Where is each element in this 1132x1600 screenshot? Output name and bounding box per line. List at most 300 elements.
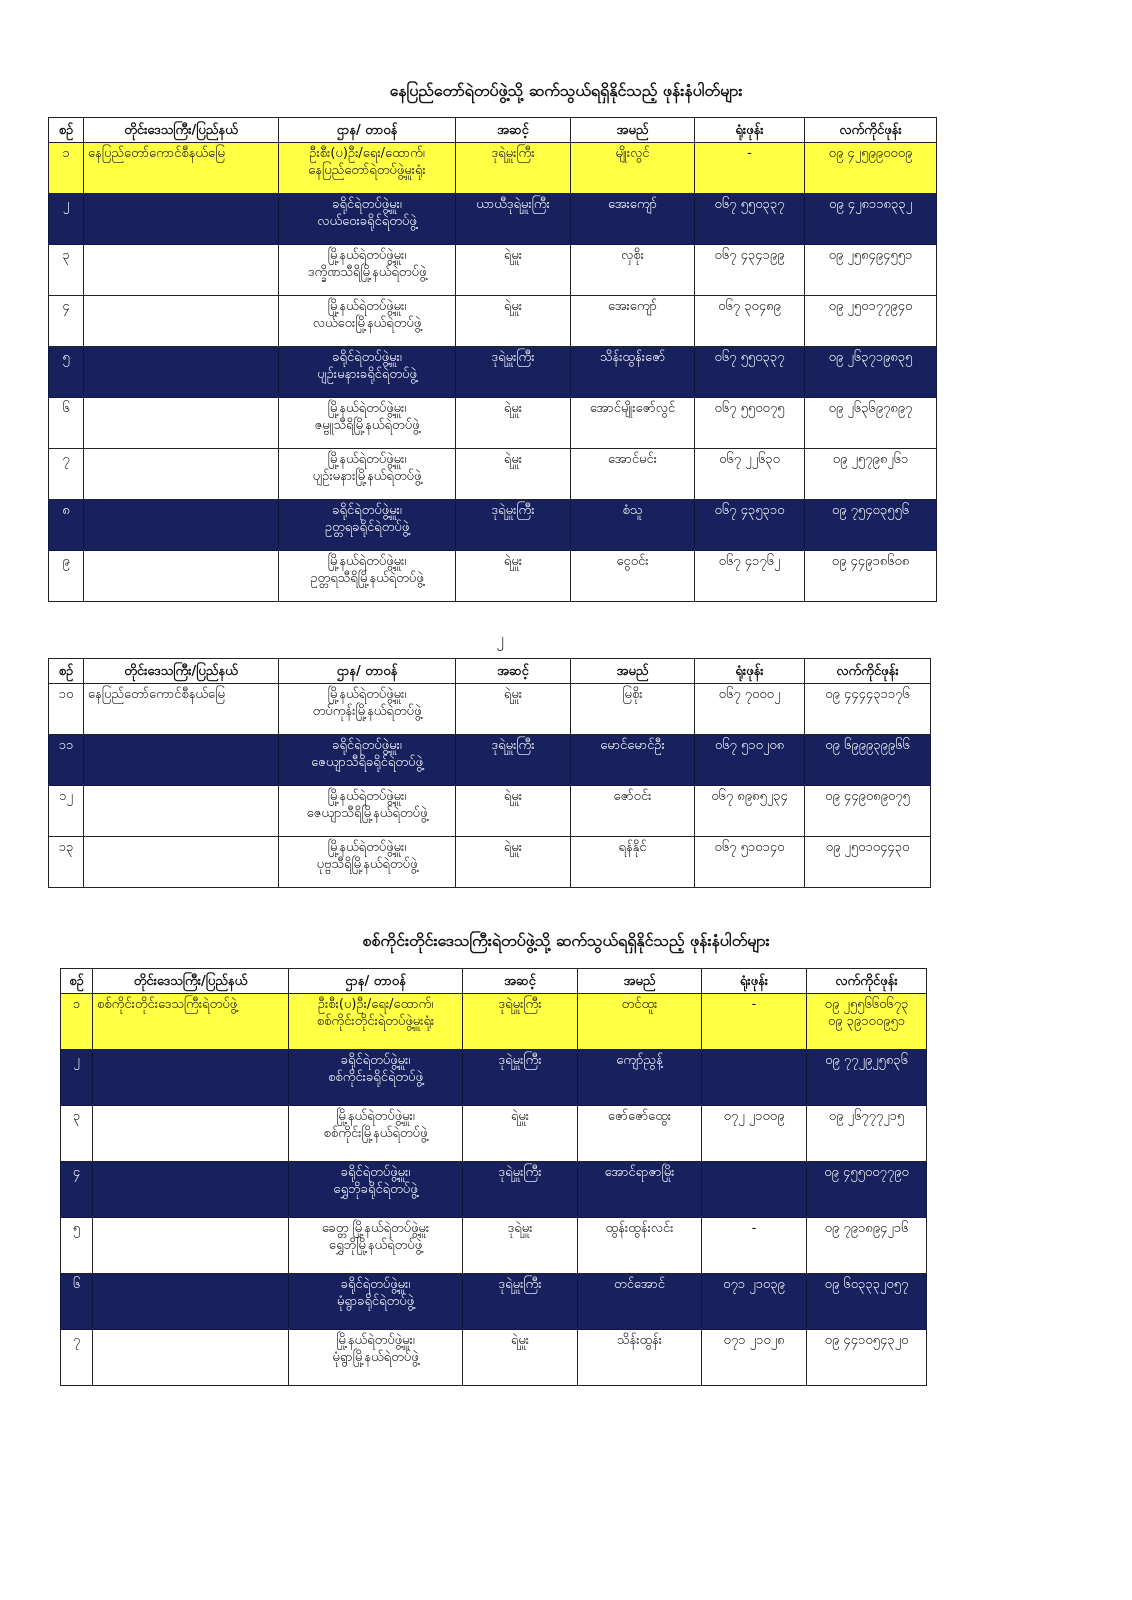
table-row (49, 347, 937, 398)
mobile-phone-cell-text: ၀၉ ၂၅၀၁၇၇၉၄၀ (828, 299, 913, 314)
row-number (61, 1106, 93, 1162)
office-phone-cell-text: ၀၇၂ ၂၁၀၀၉ (723, 1109, 785, 1124)
office-phone-cell (695, 245, 805, 296)
department-cell-text: ဇေယျာသီရိမြို့နယ်ရဲတပ်ဖွဲ့ (306, 806, 428, 821)
office-phone-cell-text: ၀၆၇ ၈၉၈၅၂၃၄ (711, 789, 788, 804)
row-number (61, 1330, 93, 1386)
office-phone-cell-text: ၀၆၇ ၃၀၄၈၉ (718, 299, 781, 314)
table-row (49, 296, 937, 347)
office-phone-cell (695, 398, 805, 449)
table-header-row (61, 969, 927, 994)
table-row (49, 735, 931, 786)
office-phone-cell-text: ၀၆၇ ၄၃၅၃၁၀ (714, 503, 785, 518)
mobile-phone-cell-text: ၀၉ ၂၅၈၄၉၄၅၅၁ (828, 248, 913, 263)
region-header: တိုင်းဒေသကြီး/ပြည်နယ် (93, 969, 289, 994)
mobile-phone-header: လက်ကိုင်ဖုန်း (805, 659, 931, 684)
row-number-text: ၄ (72, 1165, 81, 1180)
table-row (49, 194, 937, 245)
name-header: အမည် (571, 659, 695, 684)
row-number-text: ၂ (73, 1053, 80, 1068)
name-cell (571, 347, 695, 398)
row-number (49, 449, 84, 500)
name-cell (578, 1050, 702, 1106)
mobile-phone-cell (805, 837, 931, 888)
name-cell (571, 684, 695, 735)
name-cell-text: မြစိုး (622, 687, 643, 702)
name-cell (571, 143, 695, 194)
name-cell-text: ငွေဝင်း (616, 554, 649, 569)
mobile-phone-cell-text: ၀၉ ၇၇၂၉၂၅၈၃၆ (825, 1053, 908, 1068)
rank-cell (456, 398, 571, 449)
name-cell-text: ဇော်ဇော်ထွေး (607, 1109, 672, 1124)
office-phone-cell (695, 143, 805, 194)
rank-cell-text: ဒုရဲမှူးကြီး (491, 350, 535, 365)
no-header: စဉ် (61, 969, 93, 994)
mobile-phone-cell-text: ၀၉ ၄၄၉၀၈၉၀၇၅ (825, 789, 910, 804)
row-number (49, 837, 84, 888)
mobile-phone-cell (807, 1106, 927, 1162)
row-number-text: ၁ (72, 997, 81, 1012)
rank-cell (456, 194, 571, 245)
mobile-phone-cell (807, 1162, 927, 1218)
department-cell (279, 684, 456, 735)
row-number-text: ၆ (62, 401, 70, 416)
department-header: ဌာန/ တာဝန် (279, 118, 456, 143)
name-cell-text: အေးကျော် (608, 197, 657, 212)
office-phone-cell (702, 1050, 807, 1106)
department-cell (279, 347, 456, 398)
department-cell (279, 143, 456, 194)
department-cell-text: ဇမ္ဗူသီရိမြို့နယ်ရဲတပ်ဖွဲ့ (314, 418, 420, 433)
rank-cell-text: ဒုရဲမှူး (507, 1221, 533, 1236)
rank-cell (456, 786, 571, 837)
row-number-text: ၃ (72, 1109, 81, 1124)
mobile-phone-cell-text: ၀၉ ၂၆၃၆၉၇၈၉၇ (828, 401, 913, 416)
office-phone-cell (702, 1218, 807, 1274)
office-phone-cell-text: ၀၆၇ ၇၀၀၀၂ (718, 687, 781, 702)
name-cell (571, 449, 695, 500)
row-number (49, 735, 84, 786)
mobile-phone-cell (805, 449, 937, 500)
department-cell (279, 194, 456, 245)
row-number-text: ၁၀ (58, 687, 74, 702)
department-cell-text: မုံရွာမြို့နယ်ရဲတပ်ဖွဲ့ (332, 1350, 419, 1365)
rank-cell (456, 449, 571, 500)
table-row (49, 245, 937, 296)
region-cell (84, 786, 279, 837)
region-cell (93, 994, 289, 1050)
mobile-phone-cell (805, 551, 937, 602)
office-phone-cell (702, 1274, 807, 1330)
mobile-phone-cell-text: ၀၉ ၄၄၉၁၈၆၀၈ (831, 554, 910, 569)
department-cell (279, 245, 456, 296)
department-cell (279, 551, 456, 602)
name-cell (578, 1162, 702, 1218)
department-cell (279, 786, 456, 837)
department-cell-text: လယ်ဝေးမြို့နယ်ရဲတပ်ဖွဲ့ (312, 316, 422, 331)
name-cell (571, 296, 695, 347)
region-cell (93, 1330, 289, 1386)
mobile-phone-header: လက်ကိုင်ဖုန်း (807, 969, 927, 994)
name-cell-text: တင်အောင် (614, 1277, 665, 1292)
naypyitaw-contacts-table-continued (48, 658, 931, 888)
region-header: တိုင်းဒေသကြီး/ပြည်နယ် (84, 659, 279, 684)
department-cell-text: စစ်ကိုင်းခရိုင်ရဲတပ်ဖွဲ့ (328, 1070, 423, 1085)
department-cell (279, 500, 456, 551)
row-number-text: ၂ (62, 197, 70, 212)
row-number (61, 994, 93, 1050)
region-cell (84, 837, 279, 888)
mobile-phone-cell (805, 296, 937, 347)
department-cell-text: ခရိုင်ရဲတပ်ဖွဲ့မှူး၊ (340, 1165, 411, 1180)
mobile-phone-cell-text: ၀၉ ၃၉၁၀၀၉၅၁ (827, 1014, 906, 1029)
row-number (49, 194, 84, 245)
mobile-phone-cell (805, 684, 931, 735)
rank-cell (456, 347, 571, 398)
rank-cell (463, 1050, 578, 1106)
name-cell (578, 1106, 702, 1162)
rank-cell (456, 735, 571, 786)
department-cell-text: ဦးစီး(ပ)ဦး/ရေး/ထောက်၊ (317, 997, 434, 1012)
region-cell (93, 1162, 289, 1218)
name-cell-text: အောင်မင်း (608, 452, 657, 467)
table-row (61, 1162, 927, 1218)
department-cell-text: စစ်ကိုင်းတိုင်းရဲတပ်ဖွဲ့မှူးရုံး (316, 1014, 435, 1029)
office-phone-cell (695, 837, 805, 888)
table-row (49, 449, 937, 500)
row-number-text: ၉ (62, 554, 70, 569)
name-cell (578, 1218, 702, 1274)
department-cell-text: ခရိုင်ရဲတပ်ဖွဲ့မှူး၊ (332, 197, 402, 212)
department-cell-text: ဇေယျာသီရိခရိုင်ရဲတပ်ဖွဲ့ (311, 755, 423, 770)
office-phone-cell (695, 500, 805, 551)
row-number-text: ၁၃ (58, 840, 74, 855)
rank-cell (463, 1218, 578, 1274)
region-cell (84, 143, 279, 194)
row-number-text: ၅ (62, 350, 70, 365)
name-cell-text: ဇော်ဝင်း (613, 789, 652, 804)
page-number: ၂ (496, 630, 504, 648)
naypyitaw-contacts-table (48, 117, 937, 602)
department-cell-text: ဒက္ခိဏသီရိမြို့နယ်ရဲတပ်ဖွဲ့ (307, 265, 427, 280)
department-cell-text: ခေတ္တ မြို့နယ်ရဲတပ်ဖွဲ့မှူး (321, 1221, 430, 1236)
department-cell-text: မြို့နယ်ရဲတပ်ဖွဲ့မှူး၊ (336, 1333, 415, 1348)
row-number-text: ၁၂ (59, 789, 73, 804)
name-cell-text: လှစိုး (621, 248, 644, 263)
table-row (61, 994, 927, 1050)
region-cell (93, 1218, 289, 1274)
row-number (61, 1162, 93, 1218)
region-cell (84, 398, 279, 449)
department-cell (289, 1106, 463, 1162)
no-header: စဉ် (49, 118, 84, 143)
department-cell-text: ဥတ္တရသီရိမြို့နယ်ရဲတပ်ဖွဲ့ (310, 571, 424, 586)
name-cell-text: တင်ထူး (621, 997, 658, 1012)
mobile-phone-cell-text: ၀၉ ၇၉၁၈၉၄၂၁၆ (824, 1221, 909, 1236)
department-cell (289, 1218, 463, 1274)
name-cell (578, 1330, 702, 1386)
mobile-phone-cell (807, 1274, 927, 1330)
region-cell (93, 1050, 289, 1106)
mobile-phone-cell (807, 1050, 927, 1106)
mobile-phone-cell-text: ၀၉ ၂၆၇၇၇၂၁၅ (828, 1109, 905, 1124)
department-cell (289, 994, 463, 1050)
department-header: ဌာန/ တာဝန် (289, 969, 463, 994)
name-cell (571, 194, 695, 245)
rank-cell (456, 296, 571, 347)
region-cell (84, 449, 279, 500)
row-number-text: ၃ (62, 248, 70, 263)
table-row (49, 551, 937, 602)
mobile-phone-cell-text: ၀၉ ၄၅၅၀၀၇၇၉၀ (824, 1165, 909, 1180)
department-cell (289, 1162, 463, 1218)
department-cell-text: မြို့နယ်ရဲတပ်ဖွဲ့မှူး၊ (336, 1109, 415, 1124)
mobile-phone-cell-text: ၀၉ ၂၆၃၇၁၉၈၃၅ (828, 350, 913, 365)
table-row (49, 500, 937, 551)
rank-cell (456, 684, 571, 735)
table-header-row (49, 118, 937, 143)
office-phone-cell (702, 1162, 807, 1218)
section-title-naypyitaw: နေပြည်တော်ရဲတပ်ဖွဲ့သို့ ဆက်သွယ်ရရှိနိုင်သည့် ဖုန်းနံပါတ်များ (389, 81, 743, 100)
row-number (61, 1274, 93, 1330)
rank-cell-text: ဒုရဲမှူးကြီး (491, 146, 535, 161)
department-cell-text: ပျဉ်းမနားမြို့နယ်ရဲတပ်ဖွဲ့ (312, 469, 422, 484)
rank-cell-text: ရဲမှူး (503, 299, 523, 314)
name-cell (571, 837, 695, 888)
rank-cell-text: ရဲမှူး (503, 554, 523, 569)
department-cell-text: ခရိုင်ရဲတပ်ဖွဲ့မှူး၊ (332, 738, 402, 753)
table-header-row (49, 659, 931, 684)
department-cell-text: မြို့နယ်ရဲတပ်ဖွဲ့မှူး၊ (327, 248, 407, 263)
mobile-phone-cell-text: ၀၉ ၄၂၅၉၉၀၀၀၉ (828, 146, 913, 161)
row-number-text: ၇ (62, 452, 70, 467)
department-cell-text: စစ်ကိုင်းမြို့နယ်ရဲတပ်ဖွဲ့ (323, 1126, 428, 1141)
department-cell (289, 1050, 463, 1106)
row-number-text: ၁၁ (58, 738, 74, 753)
row-number (49, 684, 84, 735)
mobile-phone-cell (807, 1330, 927, 1386)
department-cell-text: နေပြည်တော်ရဲတပ်ဖွဲ့မှူးရုံး (308, 163, 426, 178)
name-cell (578, 1274, 702, 1330)
mobile-phone-cell (807, 994, 927, 1050)
row-number-text: ၆ (72, 1277, 81, 1292)
office-phone-cell-text: ၀၆၇ ၅၁၀၂၀၈ (714, 738, 785, 753)
office-phone-cell-text: - (751, 997, 757, 1012)
mobile-phone-cell (805, 347, 937, 398)
mobile-phone-cell-text: ၀၉ ၆၀၃၃၃၂၀၅၇ (824, 1277, 909, 1292)
row-number (49, 347, 84, 398)
office-phone-cell (702, 1106, 807, 1162)
rank-cell-text: ရဲမှူး (503, 452, 523, 467)
table-row (49, 398, 937, 449)
rank-cell-text: ဒုရဲမှူးကြီး (498, 997, 542, 1012)
department-cell-text: မြို့နယ်ရဲတပ်ဖွဲ့မှူး၊ (327, 401, 407, 416)
table-row (61, 1106, 927, 1162)
office-phone-header: ရုံးဖုန်း (695, 118, 805, 143)
department-cell-text: ခရိုင်ရဲတပ်ဖွဲ့မှူး၊ (340, 1053, 411, 1068)
rank-cell (456, 837, 571, 888)
office-phone-cell (695, 347, 805, 398)
office-phone-cell-text: - (751, 1221, 757, 1236)
region-cell (84, 551, 279, 602)
office-phone-cell (695, 786, 805, 837)
department-cell-text: ခရိုင်ရဲတပ်ဖွဲ့မှူး၊ (332, 503, 402, 518)
mobile-phone-cell (805, 786, 931, 837)
office-phone-cell-text: ၀၆၇ ၅၅၀၀၇၅ (714, 401, 785, 416)
mobile-phone-cell-text: ၀၉ ၂၅၅၆၆၀၆၇၃ (824, 997, 909, 1012)
mobile-phone-cell (805, 500, 937, 551)
department-cell-text: မြို့နယ်ရဲတပ်ဖွဲ့မှူး၊ (327, 789, 407, 804)
rank-header: အဆင့် (463, 969, 578, 994)
name-cell (571, 551, 695, 602)
rank-cell (456, 551, 571, 602)
table-row (49, 143, 937, 194)
department-cell-text: ရွှေဘိုမြို့နယ်ရဲတပ်ဖွဲ့ (328, 1238, 423, 1253)
region-cell (93, 1274, 289, 1330)
name-header: အမည် (578, 969, 702, 994)
office-phone-cell (695, 551, 805, 602)
rank-cell-text: ဒုရဲမှူးကြီး (491, 738, 535, 753)
name-cell-text: သိန်းထွန်း (616, 1333, 663, 1348)
rank-cell-text: ရဲမှူး (503, 401, 523, 416)
rank-cell-text: ရဲမှူး (503, 840, 523, 855)
row-number (61, 1050, 93, 1106)
office-phone-cell-text: ၀၆၇ ၄၁၇၆၂ (718, 554, 781, 569)
region-cell-text: စစ်ကိုင်းတိုင်းဒေသကြီးရဲတပ်ဖွဲ့ (97, 997, 238, 1012)
region-header: တိုင်းဒေသကြီး/ပြည်နယ် (84, 118, 279, 143)
table-row (61, 1050, 927, 1106)
department-cell-text: မုံရွာခရိုင်ရဲတပ်ဖွဲ့ (336, 1294, 415, 1309)
row-number (49, 143, 84, 194)
rank-cell (463, 1274, 578, 1330)
name-cell (571, 500, 695, 551)
mobile-phone-cell (807, 1218, 927, 1274)
rank-header: အဆင့် (456, 659, 571, 684)
rank-cell-text: ရဲမှူး (510, 1333, 530, 1348)
rank-cell (456, 500, 571, 551)
office-phone-cell-text: ၀၆၇ ၂၂၆၃၀ (719, 452, 780, 467)
department-cell (279, 735, 456, 786)
section-title-sagaing: စစ်ကိုင်းတိုင်းဒေသကြီးရဲတပ်ဖွဲ့သို့ ဆက်သွယ်ရရှိနိုင်သည့် ဖုန်းနံပါတ်များ (362, 931, 770, 950)
mobile-phone-cell (805, 245, 937, 296)
row-number (49, 245, 84, 296)
row-number-text: ၁ (62, 146, 70, 161)
rank-cell-text: ဒုရဲမှူးကြီး (498, 1165, 542, 1180)
mobile-phone-cell-text: ၀၉ ၆၉၉၉၃၉၉၆၆ (825, 738, 910, 753)
department-cell-text: ရွှေဘိုခရိုင်ရဲတပ်ဖွဲ့ (333, 1182, 418, 1197)
department-cell-text: မြို့နယ်ရဲတပ်ဖွဲ့မှူး၊ (327, 687, 407, 702)
mobile-phone-cell-text: ၀၉ ၄၄၁၀၅၄၃၂၀ (824, 1333, 909, 1348)
mobile-phone-cell-text: ၀၉ ၂၅၇၉၈၂၆၁ (832, 452, 909, 467)
department-cell-text: မြို့နယ်ရဲတပ်ဖွဲ့မှူး၊ (327, 452, 407, 467)
row-number (49, 398, 84, 449)
rank-cell-text: ဒုရဲမှူးကြီး (491, 503, 535, 518)
rank-cell-text: ရဲမှူး (503, 248, 523, 263)
name-cell (571, 245, 695, 296)
row-number (49, 500, 84, 551)
rank-cell-text: ရဲမှူး (503, 687, 523, 702)
name-cell-text: သိန်းထွန်းဇော် (599, 350, 666, 365)
rank-cell (463, 1162, 578, 1218)
row-number (61, 1218, 93, 1274)
name-cell (571, 398, 695, 449)
office-phone-cell-text: ၀၇၁ ၂၁၀၂၈ (723, 1333, 785, 1348)
region-cell (84, 684, 279, 735)
rank-cell-text: ရဲမှူး (510, 1109, 530, 1124)
department-cell-text: ဥတ္တရခရိုင်ရဲတပ်ဖွဲ့ (324, 520, 410, 535)
row-number-text: ၇ (72, 1333, 81, 1348)
office-phone-cell (695, 735, 805, 786)
rank-cell-text: ယာယီဒုရဲမှူးကြီး (476, 197, 550, 212)
department-cell (279, 296, 456, 347)
row-number-text: ၅ (72, 1221, 81, 1236)
department-cell-text: ပျဉ်းမနားခရိုင်ရဲတပ်ဖွဲ့ (317, 367, 417, 382)
name-cell (578, 994, 702, 1050)
mobile-phone-cell-text: ၀၉ ၇၅၄၀၃၅၅၆ (831, 503, 910, 518)
table-row (49, 837, 931, 888)
department-cell (279, 837, 456, 888)
office-phone-cell-text: - (747, 146, 752, 161)
row-number-text: ၈ (62, 503, 70, 518)
department-cell-text: မြို့နယ်ရဲတပ်ဖွဲ့မှူး၊ (327, 554, 407, 569)
department-cell-text: တပ်ကုန်းမြို့နယ်ရဲတပ်ဖွဲ့ (312, 704, 422, 719)
name-cell-text: အေးကျော် (608, 299, 657, 314)
department-cell (289, 1330, 463, 1386)
name-cell-text: ကျော်ညွန့် (616, 1053, 663, 1068)
department-cell (279, 398, 456, 449)
no-header: စဉ် (49, 659, 84, 684)
table-row (61, 1218, 927, 1274)
rank-cell (463, 1330, 578, 1386)
department-cell (289, 1274, 463, 1330)
name-cell (571, 735, 695, 786)
office-phone-cell (702, 994, 807, 1050)
department-cell-text: မြို့နယ်ရဲတပ်ဖွဲ့မှူး၊ (327, 299, 407, 314)
rank-cell (463, 994, 578, 1050)
mobile-phone-cell (805, 143, 937, 194)
region-cell-text: နေပြည်တော်ကောင်စီနယ်မြေ (88, 687, 225, 702)
sagaing-contacts-table (60, 968, 927, 1386)
name-cell-text: အောင်ရာဇာမြိုး (604, 1165, 675, 1180)
region-cell (84, 245, 279, 296)
department-cell-text: ဦးစီး(ပ)ဦး/ရေး/ထောက်၊ (309, 146, 425, 161)
office-phone-cell (695, 296, 805, 347)
office-phone-cell-text: ၀၆၇ ၅၅၀၃၃၇ (714, 350, 785, 365)
department-cell-text: လယ်ဝေးခရိုင်ရဲတပ်ဖွဲ့ (317, 214, 417, 229)
name-header: အမည် (571, 118, 695, 143)
name-cell-text: ထွန်းထွန်းလင်း (605, 1221, 674, 1236)
table-row (49, 684, 931, 735)
region-cell (93, 1106, 289, 1162)
mobile-phone-cell-text: ၀၉ ၄၄၄၄၃၁၁၇၆ (825, 687, 910, 702)
name-cell (571, 786, 695, 837)
office-phone-cell-text: ၀၆၇ ၄၃၄၁၉၉ (714, 248, 785, 263)
region-cell (84, 735, 279, 786)
department-header: ဌာန/ တာဝန် (279, 659, 456, 684)
department-cell-text: ခရိုင်ရဲတပ်ဖွဲ့မှူး၊ (332, 350, 402, 365)
region-cell (84, 347, 279, 398)
rank-header: အဆင့် (456, 118, 571, 143)
rank-cell-text: ဒုရဲမှူးကြီး (498, 1277, 542, 1292)
department-cell (279, 449, 456, 500)
mobile-phone-cell-text: ၀၉ ၄၂၈၁၁၈၃၃၂ (829, 197, 912, 212)
table-row (61, 1330, 927, 1386)
name-cell-text: မောင်မောင်ဦး (600, 738, 665, 753)
name-cell-text: မျိုးလွင် (615, 146, 650, 161)
office-phone-header: ရုံးဖုန်း (702, 969, 807, 994)
rank-cell (463, 1106, 578, 1162)
office-phone-cell (702, 1330, 807, 1386)
